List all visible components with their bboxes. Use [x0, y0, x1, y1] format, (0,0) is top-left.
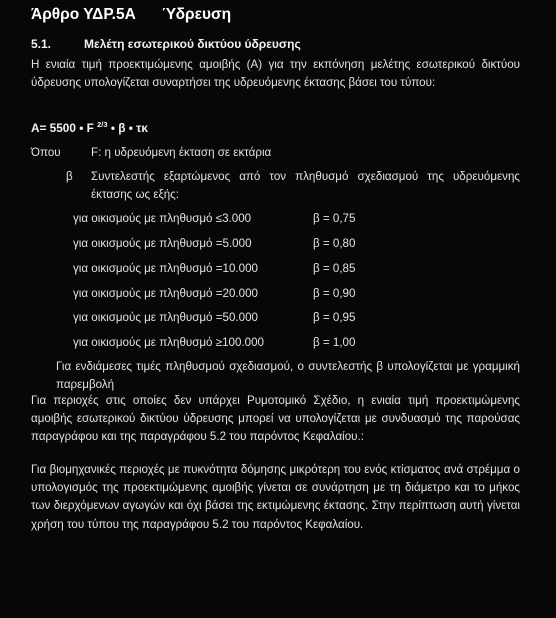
- beta-row-value: β = 0,75: [313, 212, 356, 225]
- beta-row-value: β = 0,95: [313, 311, 356, 324]
- formula-lhs: A= 5500 • F: [31, 121, 94, 135]
- beta-row-condition: για οικισμούς με πληθυσμό =10.000: [73, 262, 258, 275]
- industrial-paragraph: Για βιομηχανικές περιοχές με πυκνότητα δόμησης μικρότερη του ενός κτίσματος ανά στρέμμα ο υπολογισμός της προεκτιμώμενης αμοιβής γίνεται σε συνάρτηση με τη διάμετρο και το μήκος των διερχόμενων αγωγών και όχι βάσει της εκτιμώμενης έκτασης. Στην περίπτωση αυτή γίνεται χρήση του τύπου της παραγράφου 5.2 του παρόντος Κεφαλαίου.: [31, 463, 520, 531]
- beta-row-condition: για οικισμούς με πληθυσμό =5.000: [73, 237, 252, 250]
- where-label: Όπου: [31, 146, 61, 159]
- beta-symbol: β: [66, 170, 73, 183]
- formula-rhs: • β • τκ: [110, 121, 148, 135]
- article-subject: Ύδρευση: [161, 6, 232, 23]
- beta-row-value: β = 1,00: [313, 336, 356, 349]
- interpolation-note: Για ενδιάμεσες τιμές πληθυσμού σχεδιασμού, ο συντελεστής β υπολογίζεται με γραμμική παρεμβολή: [56, 360, 520, 392]
- section-number: 5.1.: [31, 37, 52, 51]
- beta-row-condition: για οικισμούς με πληθυσμό =20.000: [73, 287, 258, 300]
- beta-row-value: β = 0,85: [313, 262, 356, 275]
- beta-row-condition: για οικισμούς με πληθυσμό ≤3.000: [73, 212, 252, 225]
- beta-row-condition: για οικισμούς με πληθυσμό ≥100.000: [73, 336, 265, 349]
- section-title: Μελέτη εσωτερικού δικτύου ύδρευσης: [84, 37, 301, 51]
- beta-row-condition: για οικισμούς με πληθυσμό =50.000: [73, 311, 258, 324]
- intro-paragraph: Η ενιαία τιμή προεκτιμώμενης αμοιβής (Α) για την εκπόνηση μελέτης εσωτερικού δικτύου ύδρευσης υπολογίζεται συναρτήσει της υδρευόμενης έκτασης βάσει του τύπου:: [31, 58, 520, 90]
- beta-row-value: β = 0,90: [313, 287, 356, 300]
- formula-exponent: 2/3: [97, 120, 108, 129]
- no-plan-paragraph: Για περιοχές στις οποίες δεν υπάρχει Ρυμοτομικό Σχέδιο, η ενιαία τιμή προεκτιμώμενης αμοιβής εσωτερικού δικτύου ύδρευσης μπορεί να υπολογίζεται με συνδυασμό της παρούσας παραγράφου και της παραγράφου 5.2 του παρόντος Κεφαλαίου.:: [31, 394, 520, 444]
- article-code: Άρθρο ΥΔΡ.5Α: [31, 6, 136, 23]
- formula: [31, 120, 148, 135]
- beta-definition: Συντελεστής εξαρτώμενος από τον πληθυσμό σχεδιασμού της υδρευόμενης έκτασης ως εξής:: [91, 170, 520, 202]
- beta-row-value: β = 0,80: [313, 237, 356, 250]
- f-definition: F: η υδρευόμενη έκταση σε εκτάρια: [91, 146, 272, 159]
- article-heading: [31, 6, 231, 24]
